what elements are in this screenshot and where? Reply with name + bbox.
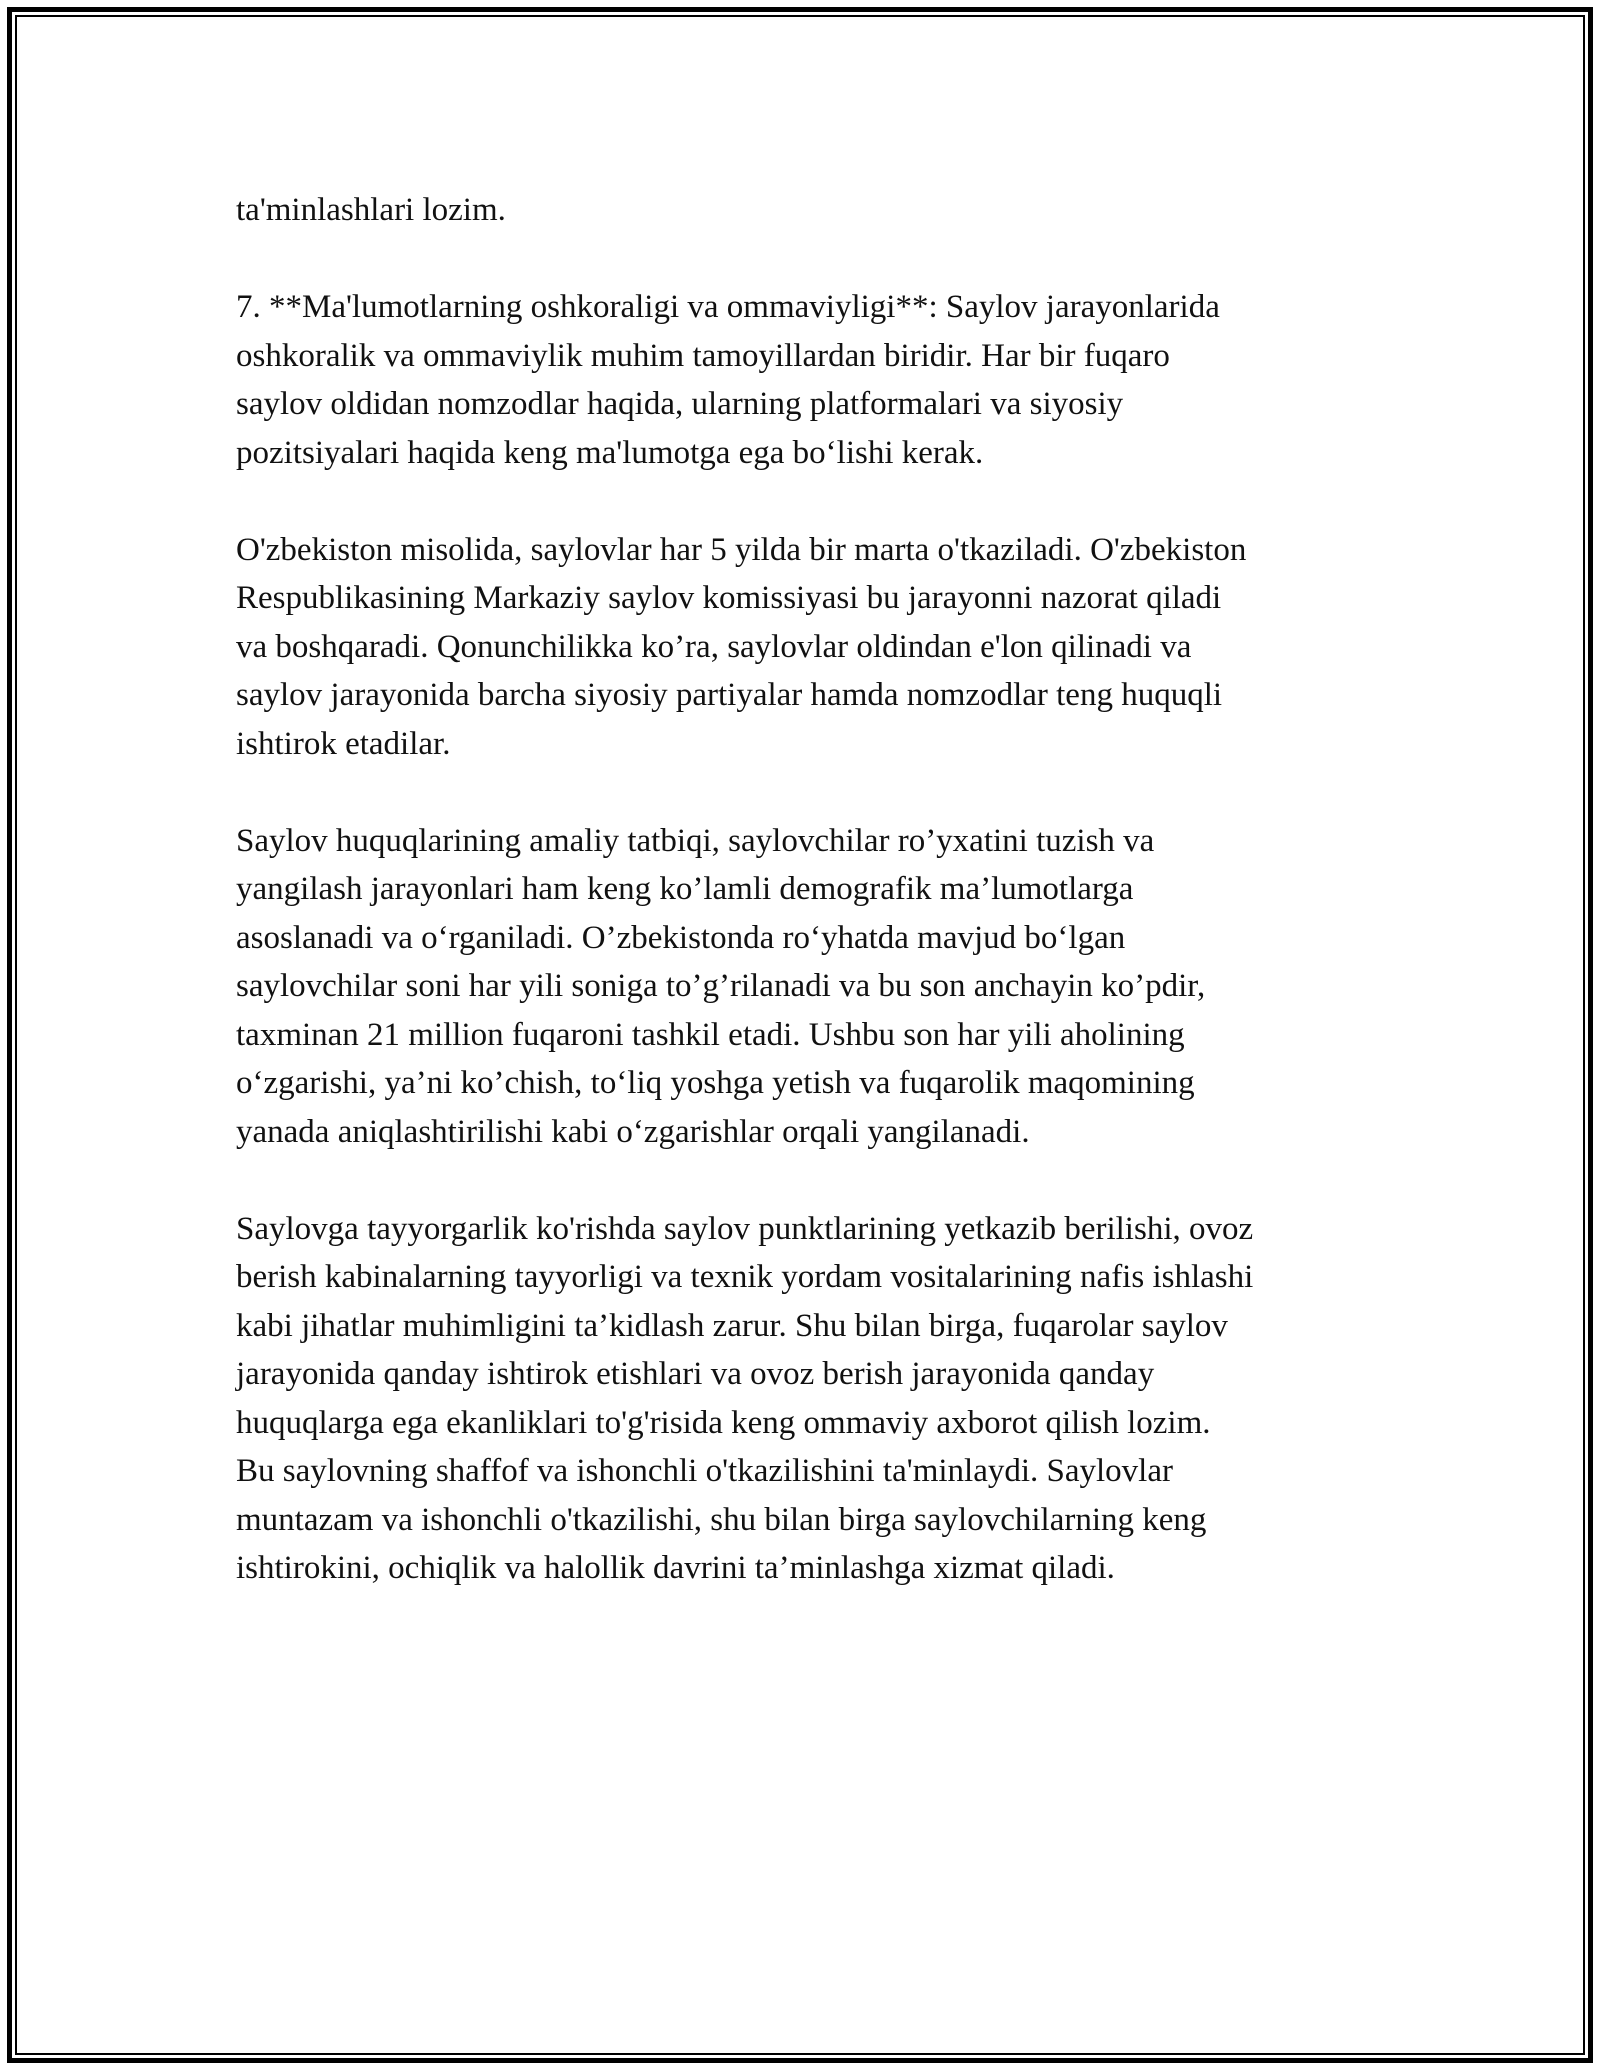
paragraph-election-preparation: Saylovga tayyorgarlik ko'rishda saylov punktlarining yetkazib berilishi, ovoz berish kabinalarning tayyorligi va texnik yordam vositalarining nafis ishlashi kabi jihatlar muhimligini ta’kidlash zarur. Shu bilan birga, fuqarolar saylov jarayonida qanday ishtirok etishlari va ovoz berish jarayonida qanday huquqlarga ega ekanliklari to'g'risida keng ommaviy axborot qilish lozim. Bu saylovning shaffof va ishonchli o'tkazilishini ta'minlaydi. Saylovlar muntazam va ishonchli o'tkazilishi, shu bilan birga saylovchilarning keng ishtirokini, ochiqlik va halollik davrini ta’minlashga xizmat qiladi.	[236, 1210, 1254, 1586]
document-body	[236, 186, 1386, 1641]
paragraph-item-7: 7. **Ma'lumotlarning oshkoraligi va ommaviyligi**: Saylov jarayonlarida oshkoralik va ommaviylik muhim tamoyillardan biridir. Har bir fuqaro saylov oldidan nomzodlar haqida, ularning platformalari va siyosiy pozitsiyalari haqida keng ma'lumotga ega bo‘lishi kerak.	[236, 289, 1220, 471]
paragraph-voter-rights: Saylov huquqlarining amaliy tatbiqi, saylovchilar ro’yxatini tuzish va yangilash jarayonlari ham keng ko’lamli demografik ma’lumotlarga asoslanadi va o‘rganiladi. O’zbekistonda ro‘yhatda mavjud bo‘lgan saylovchilar soni har yili soniga to’g’rilanadi va bu son anchayin ko’pdir, taxminan 21 million fuqaroni tashkil etadi. Ushbu son har yili aholining o‘zgarishi, ya’ni ko’chish, to‘liq yoshga yetish va fuqarolik maqomining yanada aniqlashtirilishi kabi o‘zgarishlar orqali yangilanadi.	[236, 822, 1206, 1150]
paragraph-uzbekistan-elections: O'zbekiston misolida, saylovlar har 5 yilda bir marta o'tkaziladi. O'zbekiston Respublikasining Markaziy saylov komissiyasi bu jarayonni nazorat qiladi va boshqaradi. Qonunchilikka ko’ra, saylovlar oldindan e'lon qilinadi va saylov jarayonida barcha siyosiy partiyalar hamda nomzodlar teng huquqli ishtirok etadilar.	[236, 531, 1247, 762]
paragraph-continuation: ta'minlashlari lozim.	[236, 192, 506, 228]
